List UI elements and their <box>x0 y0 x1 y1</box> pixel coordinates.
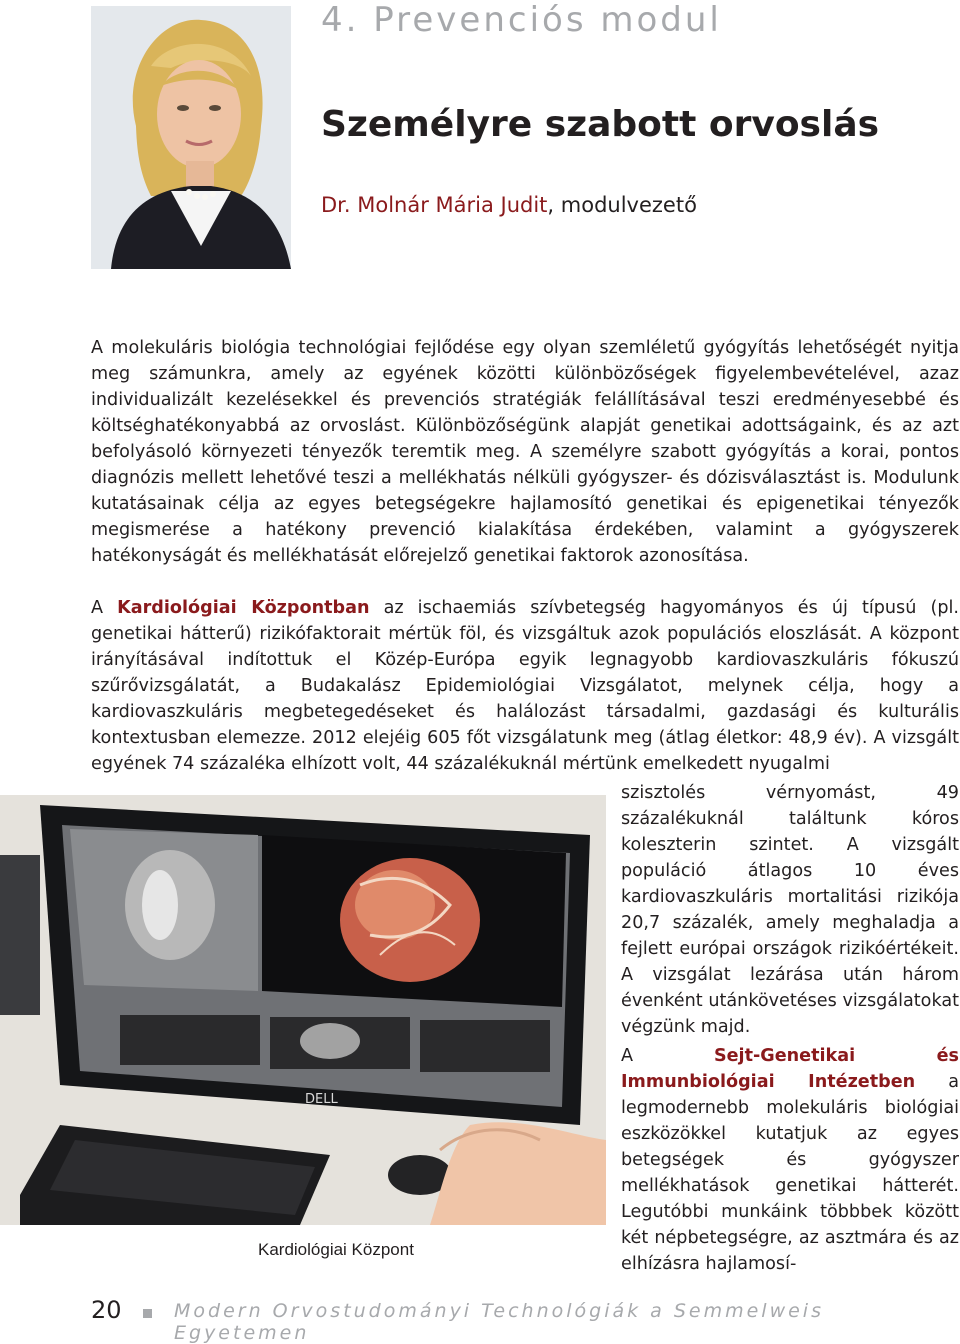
genetics-paragraph <box>621 1043 959 1277</box>
genetics-paragraph-start: A <box>621 1046 714 1066</box>
cardiology-paragraph-start: A <box>91 598 118 618</box>
article-headline: Személyre szabott orvoslás <box>321 104 880 145</box>
author-name: Dr. Molnár Mária Judit <box>321 193 548 217</box>
intro-paragraph: A molekuláris biológia technológiai fejlődése egy olyan szemléletű gyógyítás lehetőségét nyitja meg számunkra, amely az egyének közötti különbözőségek figyelembevételével, azaz individualizált kezelésekkel és prevenciós stratégiák felállításával teszi eredményesebbé és költséghatékonyabbá az orvoslást. Különbözőségünk alapját genetikai adottságaink, és az azt befolyásoló környezeti tényezők teremtik meg. A személyre szabott gyógyítás a korai, pontos diagnózis mellett lehetővé teszi a mellékhatás nélküli gyógyszer- és dózisválasztást is. Modulunk kutatásainak célja az egyes betegségekre hajlamosító genetikai és epigenetikai tényezők megismerése a hatékony prevenció kialakítása érdekében, valamint a gyógyszerek hatékonyságát és mellékhatását előrejelző genetikai faktorok azonosítása. <box>91 338 959 566</box>
cardiology-paragraph-rest: az ischaemiás szívbetegség hagyományos és új típusú (pl. genetikai hátterű) rizikófaktorait mértük föl, és vizsgáltuk azok populációs eloszlását. A központ irányításával indítottuk el Közép-Európa egyik legnagyobb kardiovaszkuláris fókuszú szűrővizsgálatát, a Budakalász Epidemiológiai Vizsgálatot, melynek célja, hogy a kardiovaszkuláris megbetegedéseket és halálozást társadalmi, gazdasági és kulturális kontextusban elemezze. 2012 elejéig 605 főt vizsgálatunk meg (átlag életkor: 48,9 év). A vizsgált egyének 74 százaléka elhízott volt, 44 százalékuknál mértünk emelkedett nyugalmi <box>91 598 959 774</box>
author-role: , modulvezető <box>547 193 697 217</box>
page-number: 20 <box>91 1296 122 1324</box>
genetics-paragraph-rest: a legmodernebb molekuláris biológiai eszközökkel kutatjuk az egyes betegségek és gyógyszer mellékhatások genetikai hátterét. Legutóbbi munkáink többbek között két népbetegségre, az asztmára és az elhízásra hajlamosí- <box>621 1072 960 1274</box>
author-portrait <box>91 6 291 269</box>
monitor-photo-illustration <box>0 795 606 1225</box>
cardiology-continuation-paragraph: szisztolés vérnyomást, 49 százalékuknál találtunk kóros koleszterin szintet. A vizsgált populáció átlagos 10 éves kardiovaszkuláris mortalitási rizikója 20,7 százalék, amely meghaladja a fejlett európai országok rizikóértékeit. A vizsgálat lezárása után három évenként utánkövetéses vizsgálatokat végzünk majd. <box>621 783 959 1037</box>
photo-caption: Kardiológiai Központ <box>258 1240 414 1259</box>
section-title: 4. Prevenciós modul <box>321 0 722 40</box>
footer-square-icon <box>143 1309 152 1318</box>
portrait-illustration <box>91 6 291 269</box>
genetics-institute-highlight: Sejt-Genetikai és Immunbiológiai Intézetben <box>621 1046 959 1092</box>
footer-running-title: Modern Orvostudományi Technológiák a Semmelweis Egyetemen <box>174 1300 824 1344</box>
monitor-brand-logo: DELL <box>305 1092 338 1107</box>
cardiology-center-highlight: Kardiológiai Központban <box>117 598 370 618</box>
author-line <box>321 193 697 217</box>
cardiology-photo <box>0 795 606 1225</box>
cardiology-paragraph <box>91 595 959 777</box>
